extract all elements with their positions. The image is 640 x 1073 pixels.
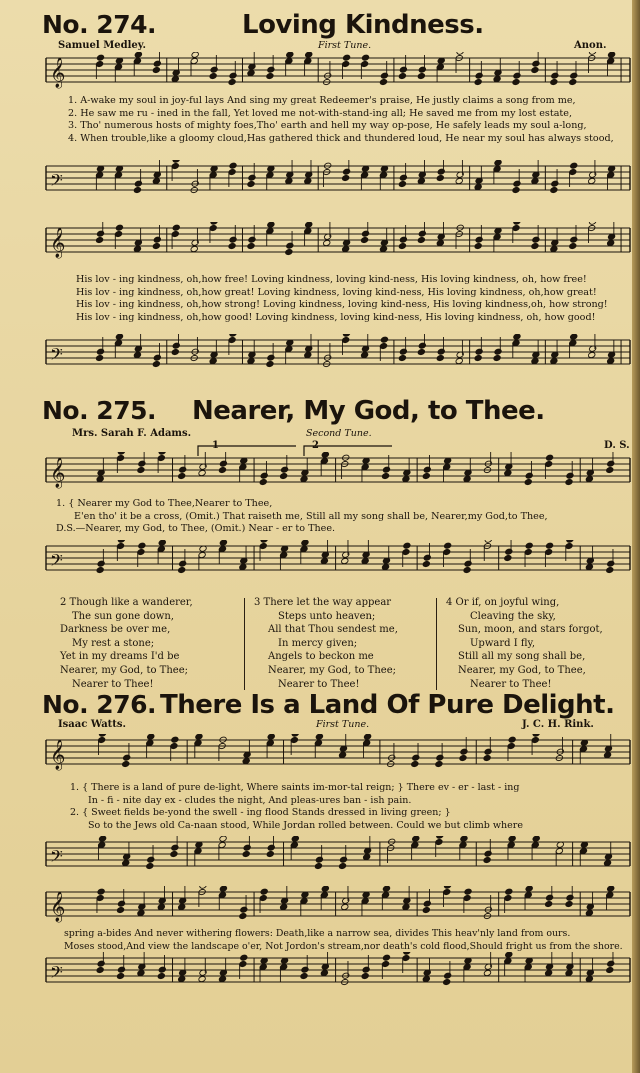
stanza-line: 3 There let the way appear [254,597,392,608]
treble-staff-274a [44,52,632,92]
stanza-line: Yet in my dreams I'd be [60,651,180,663]
stanza-line: Darkness be over me, [60,624,171,636]
stanza-line: My rest a stone; [72,637,155,649]
hymn-number: No. 275. [42,396,156,425]
hymn-274-header [42,8,632,42]
verse-line: 2. He saw me ru - ined in the fall, Yet loved me not-with-stand-ing all; He saved me from my lost estate, [68,107,572,119]
bass-staff-274b [44,334,632,386]
book-spine-edge [632,0,640,1073]
stanza-line: Steps unto heaven; [278,610,376,622]
svg-text:𝄢: 𝄢 [50,550,63,574]
treble-staff-276a [44,734,632,774]
bass-staff-276a [44,836,632,882]
hymn-author: Samuel Medley. [58,40,146,51]
svg-text:𝄞: 𝄞 [50,892,66,922]
bass-staff-276b [44,952,632,1002]
stanza-line: Nearer to Thee! [470,678,552,690]
svg-text:𝄢: 𝄢 [50,170,63,194]
stanza-line: Angels to beckon me [268,651,374,663]
hymn-composer: Anon. [574,40,607,51]
hymn-title: There Is a Land Of Pure Delight. [160,690,615,720]
verse-line: 4. When trouble,like a gloomy cloud,Has gathered thick and thundered loud, He near my soul has always stood, [68,132,614,144]
hymn-number: No. 276. [42,690,156,719]
treble-staff-274b [44,222,632,262]
hymn-author: Mrs. Sarah F. Adams. [72,428,192,439]
bass-staff-274a [44,160,632,212]
stanza-line: Nearer to Thee! [278,678,360,690]
hymn-composer: J. C. H. Rink. [522,719,594,730]
verses-275 [56,498,548,536]
stanza-3 [254,596,398,691]
verse-line: 1. { There is a land of pure de-light, Where saints im-mor-tal reign; } There ev - er - last - ing [70,782,520,793]
stanza-line: Still all my song shall be, [458,651,586,663]
column-divider [436,598,437,690]
verses-276b [64,928,623,953]
stanza-line: In mercy given; [278,637,358,649]
svg-text:𝄞: 𝄞 [50,228,66,258]
verse-line: 3. Tho' numerous hosts of mighty foes,Tho' earth and hell my way op-pose, He safely leads my soul a-long, [68,120,587,132]
treble-staff-276b [44,886,632,926]
second-ending-label: 2 [312,440,319,451]
tune-note: First Tune. [316,719,370,730]
tune-note: First Tune. [318,40,372,51]
verse-line: Moses stood,And view the landscape o'er, Not Jordon's stream,nor death's cold flood,Should fright us from the shore. [64,940,623,952]
svg-text:𝄞: 𝄞 [50,458,66,488]
treble-staff-275 [44,452,632,492]
svg-text:𝄢: 𝄢 [50,846,63,870]
stanza-line: Nearer to Thee! [72,678,154,690]
stanza-line: 4 Or if, on joyful wing, [446,597,560,608]
svg-text:𝄞: 𝄞 [50,740,66,770]
stanza-line: Cleaving the sky, [470,610,556,622]
verse-line: spring a-bides And never withering flowers: Death,like a narrow sea, divides This heav'nly land from ours. [64,928,571,939]
svg-text:𝄞: 𝄞 [50,58,66,88]
refrain-line: His lov - ing kindness, oh,how strong! Loving kindness, loving kind-ness, His loving kindness,oh, how strong! [76,299,608,311]
verse-line: 1. A-wake my soul in joy-ful lays And sing my great Redeemer's praise, He justly claims a song from me, [68,95,576,106]
stanza-line: 2 Though like a wanderer, [60,597,193,608]
stanza-line: Nearer, my God, to Thee, [458,664,586,676]
stanza-line: All that Thou sendest me, [268,624,398,636]
verse-line: 2. { Sweet fields be-yond the swell - ing flood Stands dressed in living green; } [70,807,451,819]
verses-274 [68,95,614,145]
refrain-line: His lov - ing kindness, oh,how good! Loving kindness, loving kind-ness, His loving kindness, oh, how good! [76,311,596,323]
verse-line: E'en tho' it be a cross, (Omit.) That raiseth me, Still all my song shall be, Nearer,my God,to Thee, [74,510,548,522]
stanza-line: Upward I fly, [470,637,536,649]
hymn-number: No. 274. [42,10,156,39]
stanza-line: Nearer, my God, to Thee; [60,664,188,676]
column-divider [244,598,245,690]
stanza-4 [446,596,603,691]
tune-note: Second Tune. [306,428,372,439]
hymn-title: Loving Kindness. [242,10,484,40]
first-ending-label: 1 [212,440,219,451]
hymn-276-header [42,688,632,722]
refrain-274 [76,274,608,324]
stanza-line: The sun gone down, [72,610,174,622]
verse-line: 1. { Nearer my God to Thee,Nearer to Thee, [56,498,273,509]
stanza-line: Sun, moon, and stars forgot, [458,624,603,636]
ds-mark: D. S. [604,440,630,451]
refrain-line: His lov - ing kindness, oh,how great! Loving kindness, loving kind-ness, His loving kindness, oh,how great! [76,286,597,298]
verse-line: So to the Jews old Ca-naan stood, While Jordan rolled between. Could we but climb where [88,819,523,831]
hymn-title: Nearer, My God, to Thee. [192,396,545,426]
verse-line: In - fi - nite day ex - cludes the night, And pleas-ures ban - ish pain. [88,794,412,806]
refrain-line: His lov - ing kindness, oh,how free! Loving kindness, loving kind-ness, His loving kindness, oh, how free! [76,274,587,285]
hymn-275-header [42,394,632,428]
verse-line: D.S.—Nearer, my God, to Thee, (Omit.) Near - er to Thee. [56,523,336,535]
stanza-line: Nearer, my God, to Thee; [268,664,396,676]
stanza-2 [60,596,193,691]
svg-text:𝄢: 𝄢 [50,344,63,368]
svg-text:𝄢: 𝄢 [50,962,63,986]
bass-staff-275 [44,540,632,590]
hymn-author: Isaac Watts. [58,719,127,730]
verses-276a [70,782,523,832]
